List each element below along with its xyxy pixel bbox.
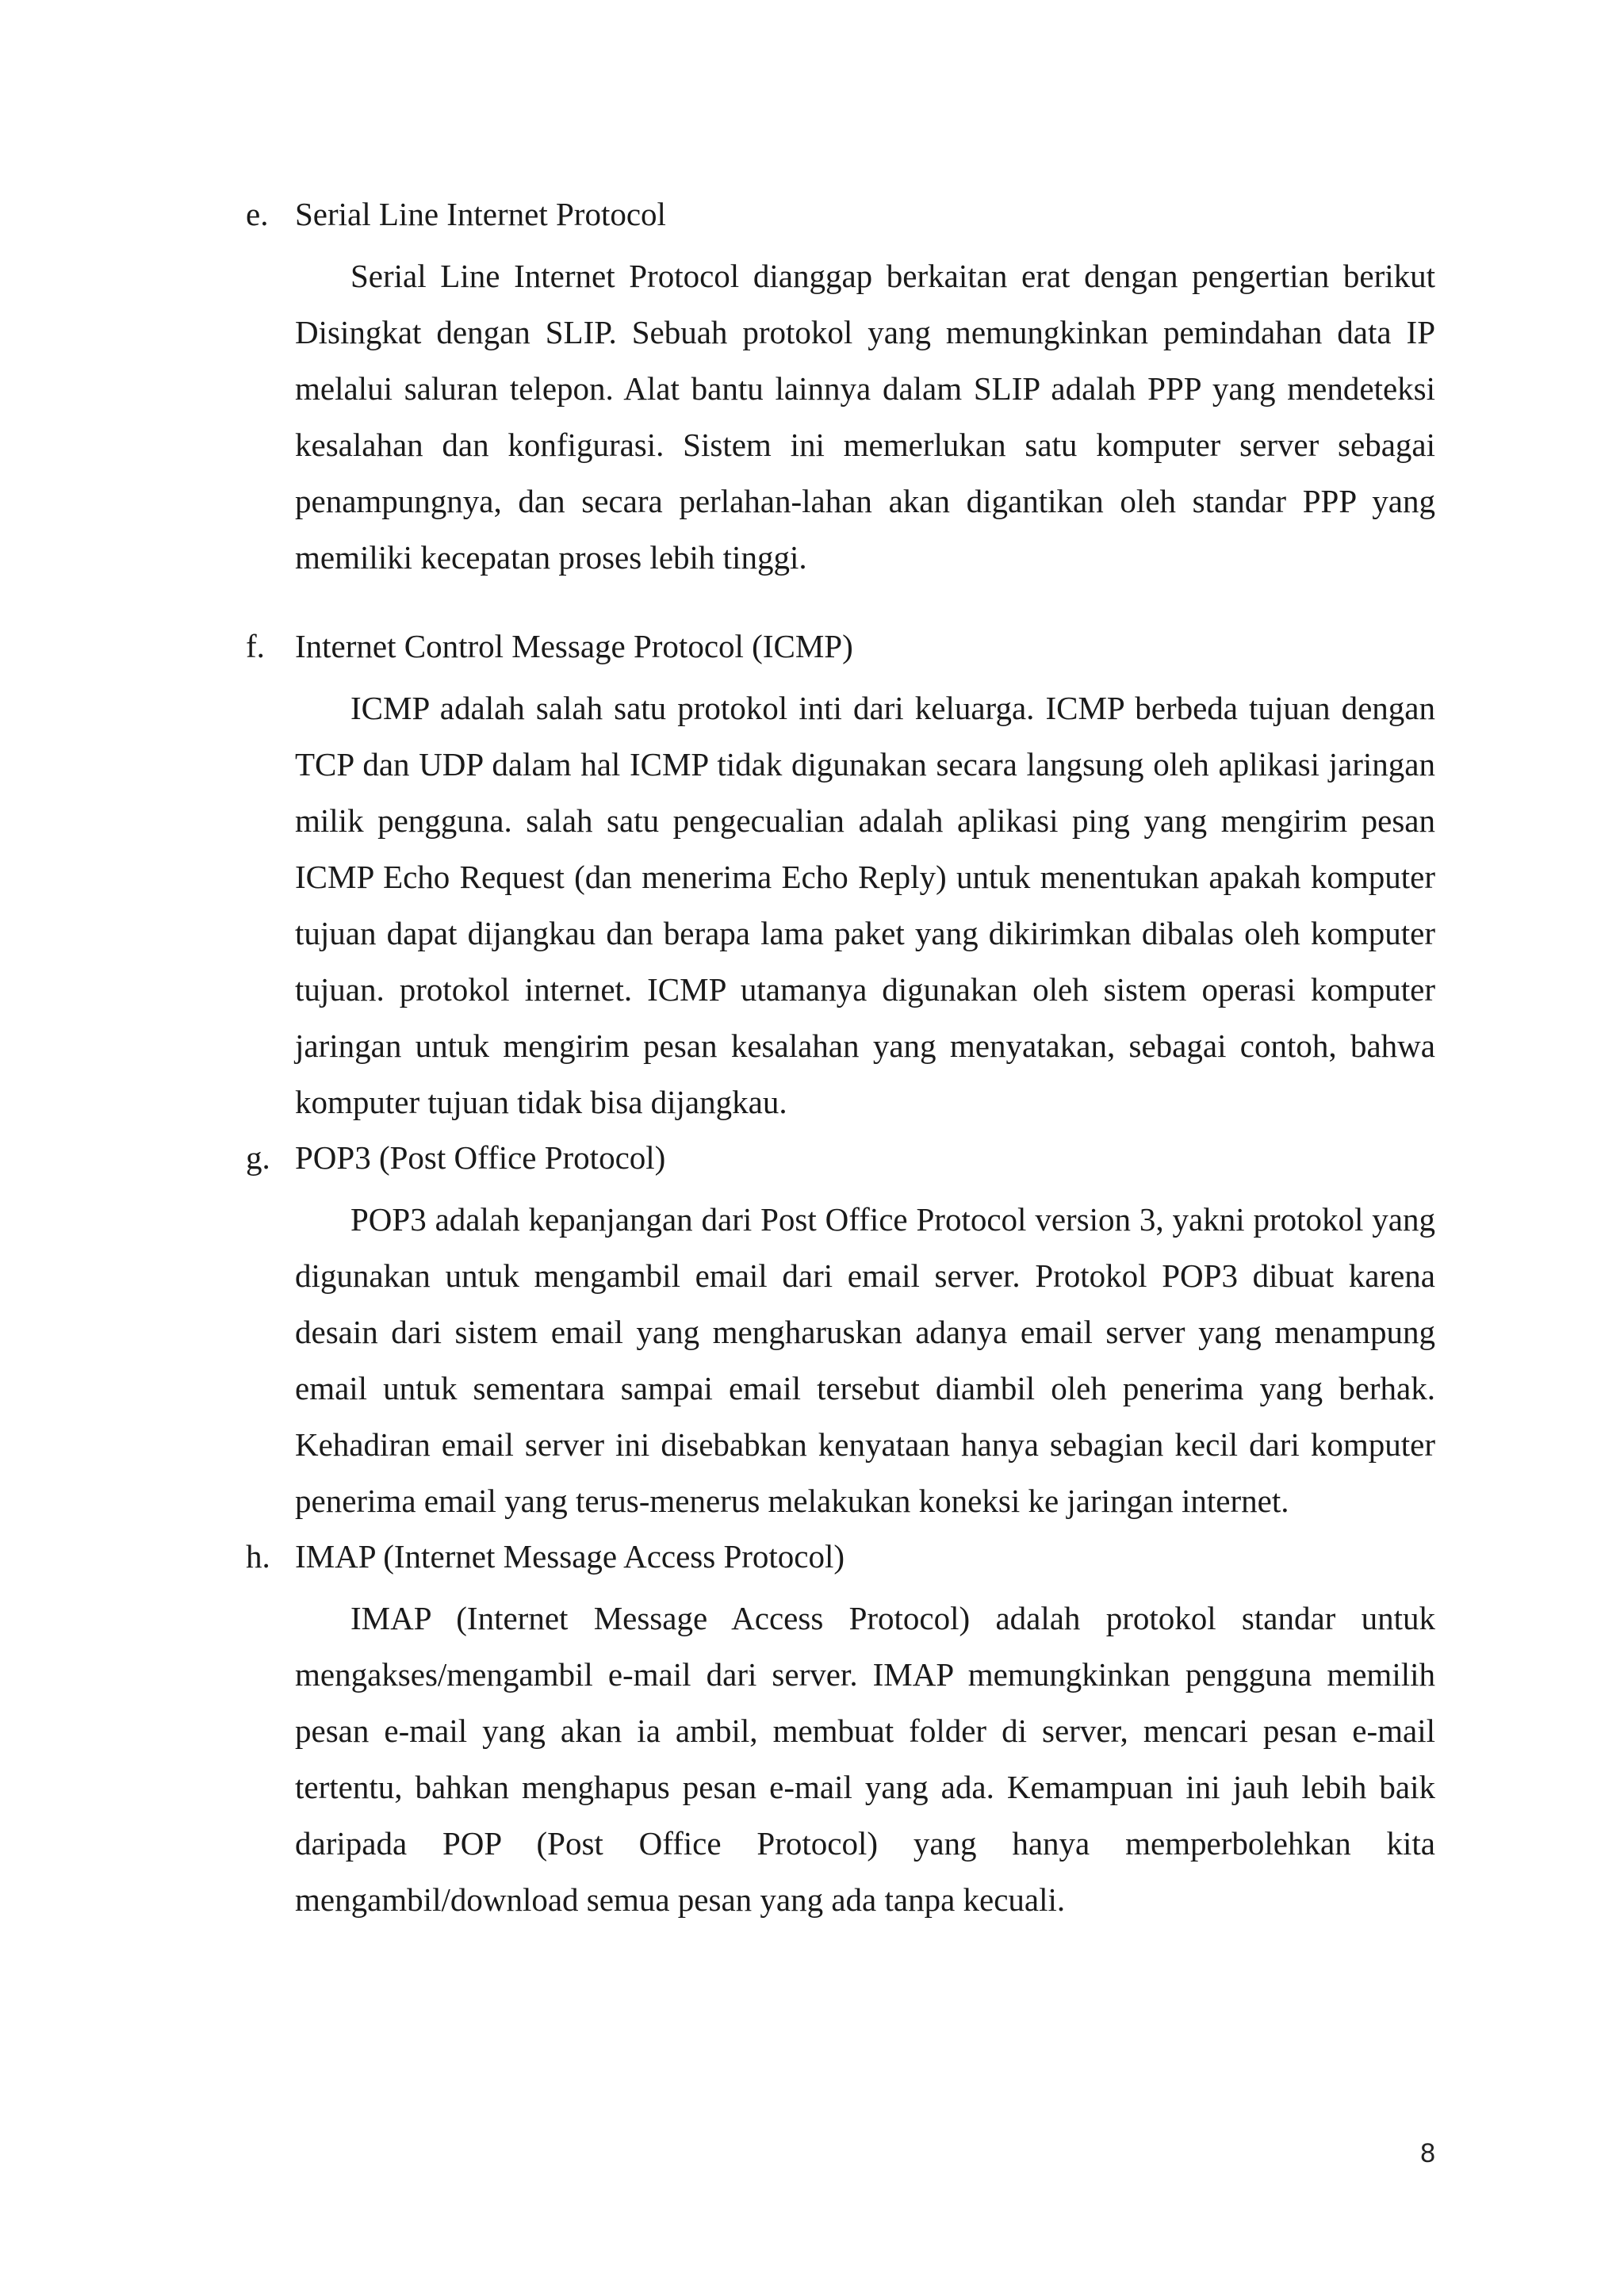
section-body: Serial Line Internet Protocol dianggap berkaitan erat dengan pengertian berikut Disingkat dengan SLIP. Sebuah protokol yang memungkinkan pemindahan data IP melalui saluran telepon. Alat bantu lainnya dalam SLIP adalah PPP yang mendeteksi kesalahan dan konfigurasi. Sistem ini memerlukan satu komputer server sebagai penampungnya, dan secara perlahan-lahan akan digantikan oleh standar PPP yang memiliki kecepatan proses lebih tinggi. bbox=[295, 258, 1435, 576]
section-slip bbox=[246, 192, 1435, 586]
section-icmp bbox=[246, 624, 1435, 1131]
section-body: IMAP (Internet Message Access Protocol) adalah protokol standar untuk mengakses/mengambil e-mail dari server. IMAP memungkinkan pengguna memilih pesan e-mail yang akan ia ambil, membuat folder di server, mencari pesan e-mail tertentu, bahkan menghapus pesan e-mail yang ada. Kemampuan ini jauh lebih baik daripada POP (Post Office Protocol) yang hanya memperbolehkan kita mengambil/download semua pesan yang ada tanpa kecuali. bbox=[295, 1600, 1435, 1918]
section-title: IMAP (Internet Message Access Protocol) bbox=[295, 1538, 845, 1575]
section-body: POP3 adalah kepanjangan dari Post Office Protocol version 3, yakni protokol yang digunakan untuk mengambil email dari email server. Protokol POP3 dibuat karena desain dari sistem email yang mengharuskan adanya email server yang menampung email untuk sementara sampai email tersebut diambil oleh penerima yang berhak. Kehadiran email server ini disebabkan kenyataan hanya sebagian kecil dari komputer penerima email yang terus-menerus melakukan koneksi ke jaringan internet. bbox=[295, 1201, 1435, 1519]
section-title: Internet Control Message Protocol (ICMP) bbox=[295, 628, 853, 664]
list-marker: h. bbox=[246, 1538, 270, 1575]
section-imap bbox=[246, 1534, 1435, 1928]
section-title: POP3 (Post Office Protocol) bbox=[295, 1139, 666, 1176]
section-body: ICMP adalah salah satu protokol inti dari keluarga. ICMP berbeda tujuan dengan TCP dan UDP dalam hal ICMP tidak digunakan secara langsung oleh aplikasi jaringan milik pengguna. salah satu pengecualian adalah aplikasi ping yang mengirim pesan ICMP Echo Request (dan menerima Echo Reply) untuk menentukan apakah komputer tujuan dapat dijangkau dan berapa lama paket yang dikirimkan dibalas oleh komputer tujuan. protokol internet. ICMP utamanya digunakan oleh sistem operasi komputer jaringan untuk mengirim pesan kesalahan yang menyatakan, sebagai contoh, bahwa komputer tujuan tidak bisa dijangkau. bbox=[295, 690, 1435, 1120]
section-heading bbox=[246, 1534, 1435, 1578]
section-heading bbox=[246, 1135, 1435, 1180]
list-marker: g. bbox=[246, 1139, 270, 1176]
page-number: 8 bbox=[1420, 2138, 1435, 2168]
spacer bbox=[246, 586, 1435, 624]
section-pop3 bbox=[246, 1135, 1435, 1529]
section-heading bbox=[246, 624, 1435, 668]
section-title: Serial Line Internet Protocol bbox=[295, 196, 666, 232]
section-heading bbox=[246, 192, 1435, 236]
page-content bbox=[246, 192, 1435, 1928]
list-marker: f. bbox=[246, 628, 265, 664]
list-marker: e. bbox=[246, 196, 269, 232]
